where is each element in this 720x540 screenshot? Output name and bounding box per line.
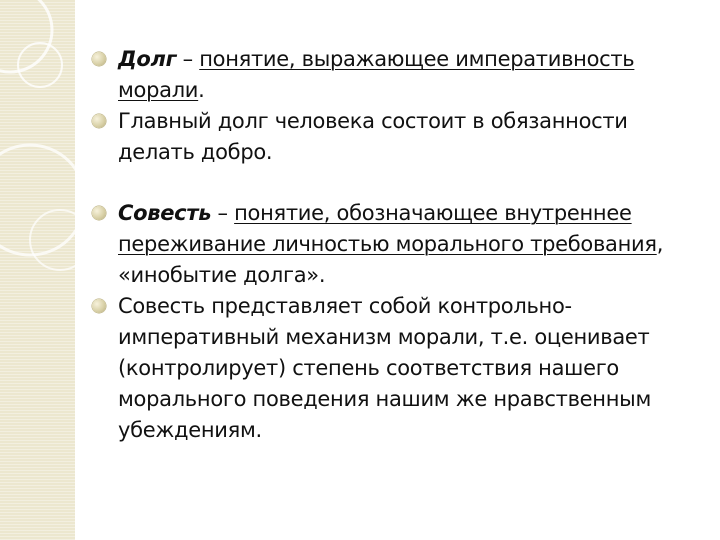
slide-content bbox=[90, 44, 702, 446]
bullet-icon bbox=[92, 299, 106, 313]
decorative-sidebar bbox=[0, 0, 75, 540]
punctuation: . bbox=[198, 78, 205, 102]
bullet-item-conscience-mechanism bbox=[90, 291, 702, 446]
term-duty: Долг bbox=[118, 47, 177, 71]
bullet-icon bbox=[92, 114, 106, 128]
bullet-text: Совесть представляет собой контрольно-императивный механизм морали, т.е. оценивает (контролирует) степень соответствия нашего морального поведения нашим же нравственным убеждениям. bbox=[118, 294, 651, 442]
decorative-circles bbox=[0, 0, 75, 540]
bullet-text: Главный долг человека состоит в обязанности делать добро. bbox=[118, 109, 628, 164]
dash: – bbox=[176, 47, 200, 71]
bullet-item-conscience-definition bbox=[90, 198, 702, 291]
definition-conscience: понятие, обозначающее внутреннее переживание личностью морального требования bbox=[118, 201, 657, 256]
dash: – bbox=[211, 201, 235, 225]
definition-duty: понятие, выражающее императивность морали bbox=[118, 47, 635, 102]
bullet-tail-text: , «инобытие долга». bbox=[118, 232, 664, 287]
term-conscience: Совесть bbox=[118, 201, 212, 225]
bullet-icon bbox=[92, 206, 106, 220]
spacer bbox=[90, 168, 702, 198]
bullet-item-duty-definition bbox=[90, 44, 702, 106]
bullet-list-2 bbox=[90, 198, 702, 446]
bullet-icon bbox=[92, 52, 106, 66]
bullet-item-main-duty bbox=[90, 106, 702, 168]
bullet-list-1 bbox=[90, 44, 702, 168]
